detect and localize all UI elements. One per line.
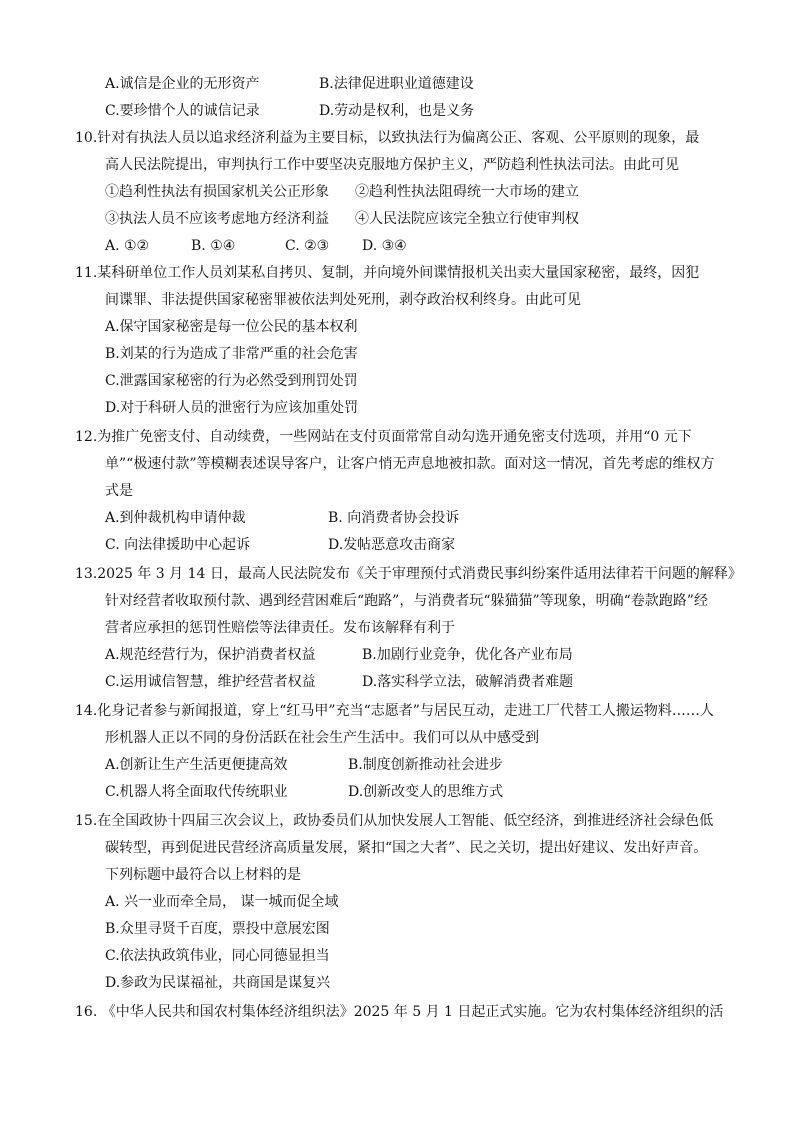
question-10-line-1: 10.针对有执法人员以追求经济利益为主要目标，以致执法行为偏离公正、客观、公平原则的现象，最 — [75, 130, 700, 146]
question-16-line-1: 16. 《中华人民共和国农村集体经济组织法》2025 年 5 月 1 日起正式实施。它为农村集体经济组织的活 — [75, 1004, 724, 1020]
option-13d: D.落实科学立法，破解消费者难题 — [362, 674, 574, 690]
question-14-line-1: 14.化身记者参与新闻报道，穿上“红马甲”充当“志愿者”与居民互动，走进工厂代替工人搬运物料……人 — [75, 703, 714, 719]
statement-10-4: ④人民法院应该完全独立行使审判权 — [355, 211, 579, 227]
question-11-line-1: 11.某科研单位工作人员刘某私自拷贝、复制，并向境外间谍情报机关出卖大量国家秘密，最终，因犯 — [75, 265, 700, 281]
option-13b: B.加剧行业竞争，优化各产业布局 — [362, 647, 573, 663]
question-13-line-2: 针对经营者收取预付款、遇到经营困难后“跑路”，与消费者玩“躲猫猫”等现象，明确“卷款跑路”经 — [105, 593, 708, 609]
option-14b: B.制度创新推动社会进步 — [348, 757, 503, 773]
option-9d: D.劳动是权利，也是义务 — [319, 103, 475, 119]
option-10d: D. ③④ — [362, 238, 407, 254]
option-9a: A.诚信是企业的无形资产 — [105, 76, 260, 92]
question-10-line-2: 高人民法院提出，审判执行工作中要坚决克服地方保护主义，严防趋利性执法司法。由此可见 — [105, 157, 679, 173]
option-10a: A. ①② — [105, 238, 150, 254]
question-12-line-2: 单”“极速付款”等模糊表述误导客户，让客户悄无声息地被扣款。面对这一情况，首先考虑的维权方 — [105, 456, 715, 472]
option-10c: C. ②③ — [285, 238, 330, 254]
question-12-line-1: 12.为推广免密支付、自动续费，一些网站在支付页面常常自动勾选开通免密支付选项，并用“0 元下 — [75, 429, 692, 445]
question-11-line-2: 间谍罪、非法提供国家秘密罪被依法判处死刑，剥夺政治权利终身。由此可见 — [105, 292, 581, 308]
option-10b: B. ①④ — [191, 238, 236, 254]
statement-10-1: ①趋利性执法有损国家机关公正形象 — [105, 184, 329, 200]
option-11d: D.对于科研人员的泄密行为应该加重处罚 — [105, 400, 359, 416]
option-15d: D.参政为民谋福祉，共商国是谋复兴 — [105, 975, 331, 991]
option-9c: C.要珍惜个人的诚信记录 — [105, 103, 260, 119]
question-13-line-3: 营者应承担的惩罚性赔偿等法律责任。发布该解释有利于 — [105, 620, 455, 636]
option-15b: B.众里寻贤千百度，票投中意展宏图 — [105, 921, 330, 937]
question-15-line-1: 15.在全国政协十四届三次会议上，政协委员们从加快发展人工智能、低空经济，到推进经济社会绿色低 — [75, 813, 714, 829]
option-11c: C.泄露国家秘密的行为必然受到刑罚处罚 — [105, 373, 358, 389]
question-14-line-2: 形机器人正以不同的身份活跃在社会生产生活中。我们可以从中感受到 — [105, 730, 539, 746]
question-12-line-3: 式是 — [105, 483, 133, 499]
option-11b: B.刘某的行为造成了非常严重的社会危害 — [105, 346, 358, 362]
option-12a: A.到仲裁机构申请仲裁 — [105, 510, 246, 526]
option-15c: C.依法执政筑伟业，同心同德显担当 — [105, 948, 330, 964]
question-13-line-1: 13.2025 年 3 月 14 日，最高人民法院发布《关于审理预付式消费民事纠纷案件适用法律若干问题的解释》 — [75, 566, 742, 582]
option-12d: D.发帖恶意攻击商家 — [328, 537, 456, 553]
option-13c: C.运用诚信智慧，维护经营者权益 — [105, 674, 316, 690]
question-15-line-2: 碳转型，再到促进民营经济高质量发展，紧扣“国之大者”、民之关切，提出好建议、发出好声音。 — [105, 840, 708, 856]
option-14c: C.机器人将全面取代传统职业 — [105, 784, 288, 800]
option-9b: B.法律促进职业道德建设 — [319, 76, 474, 92]
option-15a: A. 兴一业而牵全局， 谋一城而促全域 — [105, 894, 339, 910]
option-11a: A.保守国家秘密是每一位公民的基本权利 — [105, 319, 358, 335]
statement-10-3: ③执法人员不应该考虑地方经济利益 — [105, 211, 329, 227]
option-12c: C. 向法律援助中心起诉 — [105, 537, 251, 553]
option-12b: B. 向消费者协会投诉 — [328, 510, 460, 526]
option-13a: A.规范经营行为，保护消费者权益 — [105, 647, 316, 663]
option-14a: A.创新让生产生活更便捷高效 — [105, 757, 288, 773]
statement-10-2: ②趋利性执法阻碍统一大市场的建立 — [355, 184, 579, 200]
option-14d: D.创新改变人的思维方式 — [348, 784, 504, 800]
question-15-line-3: 下列标题中最符合以上材料的是 — [105, 867, 301, 883]
